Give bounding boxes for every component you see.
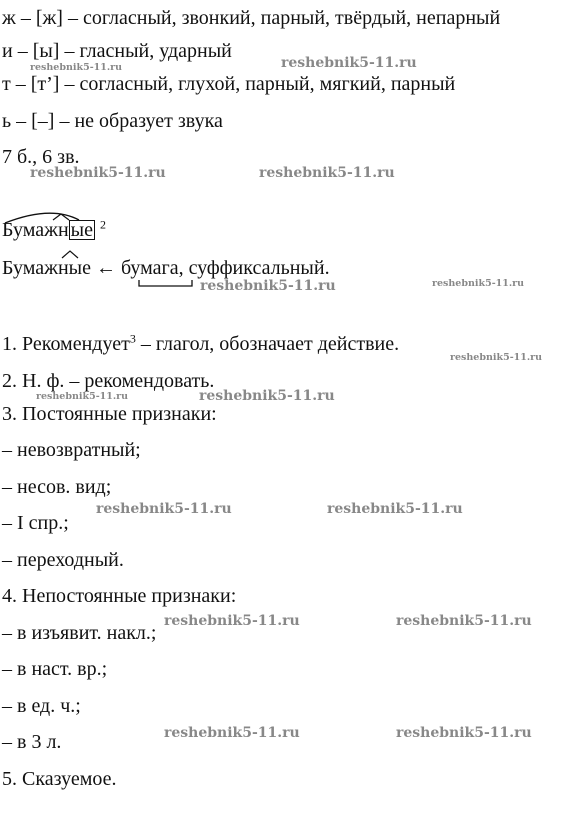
base-word: бумага <box>120 257 179 279</box>
verb-description: – глагол, обозначает действие. <box>135 333 400 355</box>
watermark: reshebnik5-11.ru <box>450 352 543 363</box>
watermark: reshebnik5-11.ru <box>281 55 417 71</box>
watermark: reshebnik5-11.ru <box>432 278 525 289</box>
watermark: reshebnik5-11.ru <box>96 501 232 517</box>
stem-arc-icon <box>3 205 113 225</box>
derivation-type: , суффиксальный. <box>178 257 330 279</box>
phonetic-line-t: т – [т’] – согласный, глухой, парный, мягкий, парный <box>2 73 456 95</box>
arrow-icon: ← <box>90 257 121 279</box>
permanent-feature-3: – I спр.; <box>2 512 69 534</box>
morph-stem: Бумажн <box>2 219 69 241</box>
permanent-feature-1: – невозвратный; <box>2 439 141 461</box>
morph-superscript: 2 <box>99 217 106 232</box>
verb-word: 1. Рекомендует <box>2 333 130 355</box>
derived-word: Бумажные <box>2 257 91 279</box>
variable-feature-2: – в наст. вр.; <box>2 658 108 680</box>
watermark: reshebnik5-11.ru <box>30 165 166 181</box>
derivation-line <box>2 256 330 280</box>
variable-feature-1: – в изъявит. накл.; <box>2 622 157 644</box>
phonetic-line-zh: ж – [ж] – согласный, звонкий, парный, твёрдый, непарный <box>2 7 501 29</box>
phonetic-line-soft-sign: ь – [–] – не образует звука <box>2 110 223 132</box>
morph-ending: ые <box>70 219 93 241</box>
watermark: reshebnik5-11.ru <box>396 613 532 629</box>
morph-parse-item-4: 4. Непостоянные признаки: <box>2 585 237 607</box>
watermark: reshebnik5-11.ru <box>259 165 395 181</box>
watermark: reshebnik5-11.ru <box>164 613 300 629</box>
base-underline-icon <box>137 278 202 288</box>
verb-superscript: 3 <box>129 331 136 346</box>
phonetic-line-i: и – [ы] – гласный, ударный <box>2 40 232 62</box>
morph-parse-item-5: 5. Сказуемое. <box>2 768 117 790</box>
morph-parse-item-1 <box>2 332 399 356</box>
watermark: reshebnik5-11.ru <box>36 391 129 402</box>
suffix-mark-icon <box>60 249 80 259</box>
variable-feature-3: – в ед. ч.; <box>2 695 81 717</box>
watermark: reshebnik5-11.ru <box>30 62 123 73</box>
variable-feature-4: – в 3 л. <box>2 731 62 753</box>
watermark: reshebnik5-11.ru <box>396 725 532 741</box>
permanent-feature-2: – несов. вид; <box>2 476 112 498</box>
watermark: reshebnik5-11.ru <box>327 501 463 517</box>
letters-sounds-count: 7 б., 6 зв. <box>2 146 80 168</box>
watermark: reshebnik5-11.ru <box>200 278 336 294</box>
morph-parse-item-3: 3. Постоянные признаки: <box>2 403 217 425</box>
morph-parse-item-2: 2. Н. ф. – рекомендовать. <box>2 370 215 392</box>
watermark: reshebnik5-11.ru <box>199 388 335 404</box>
permanent-feature-4: – переходный. <box>2 549 124 571</box>
watermark: reshebnik5-11.ru <box>164 725 300 741</box>
